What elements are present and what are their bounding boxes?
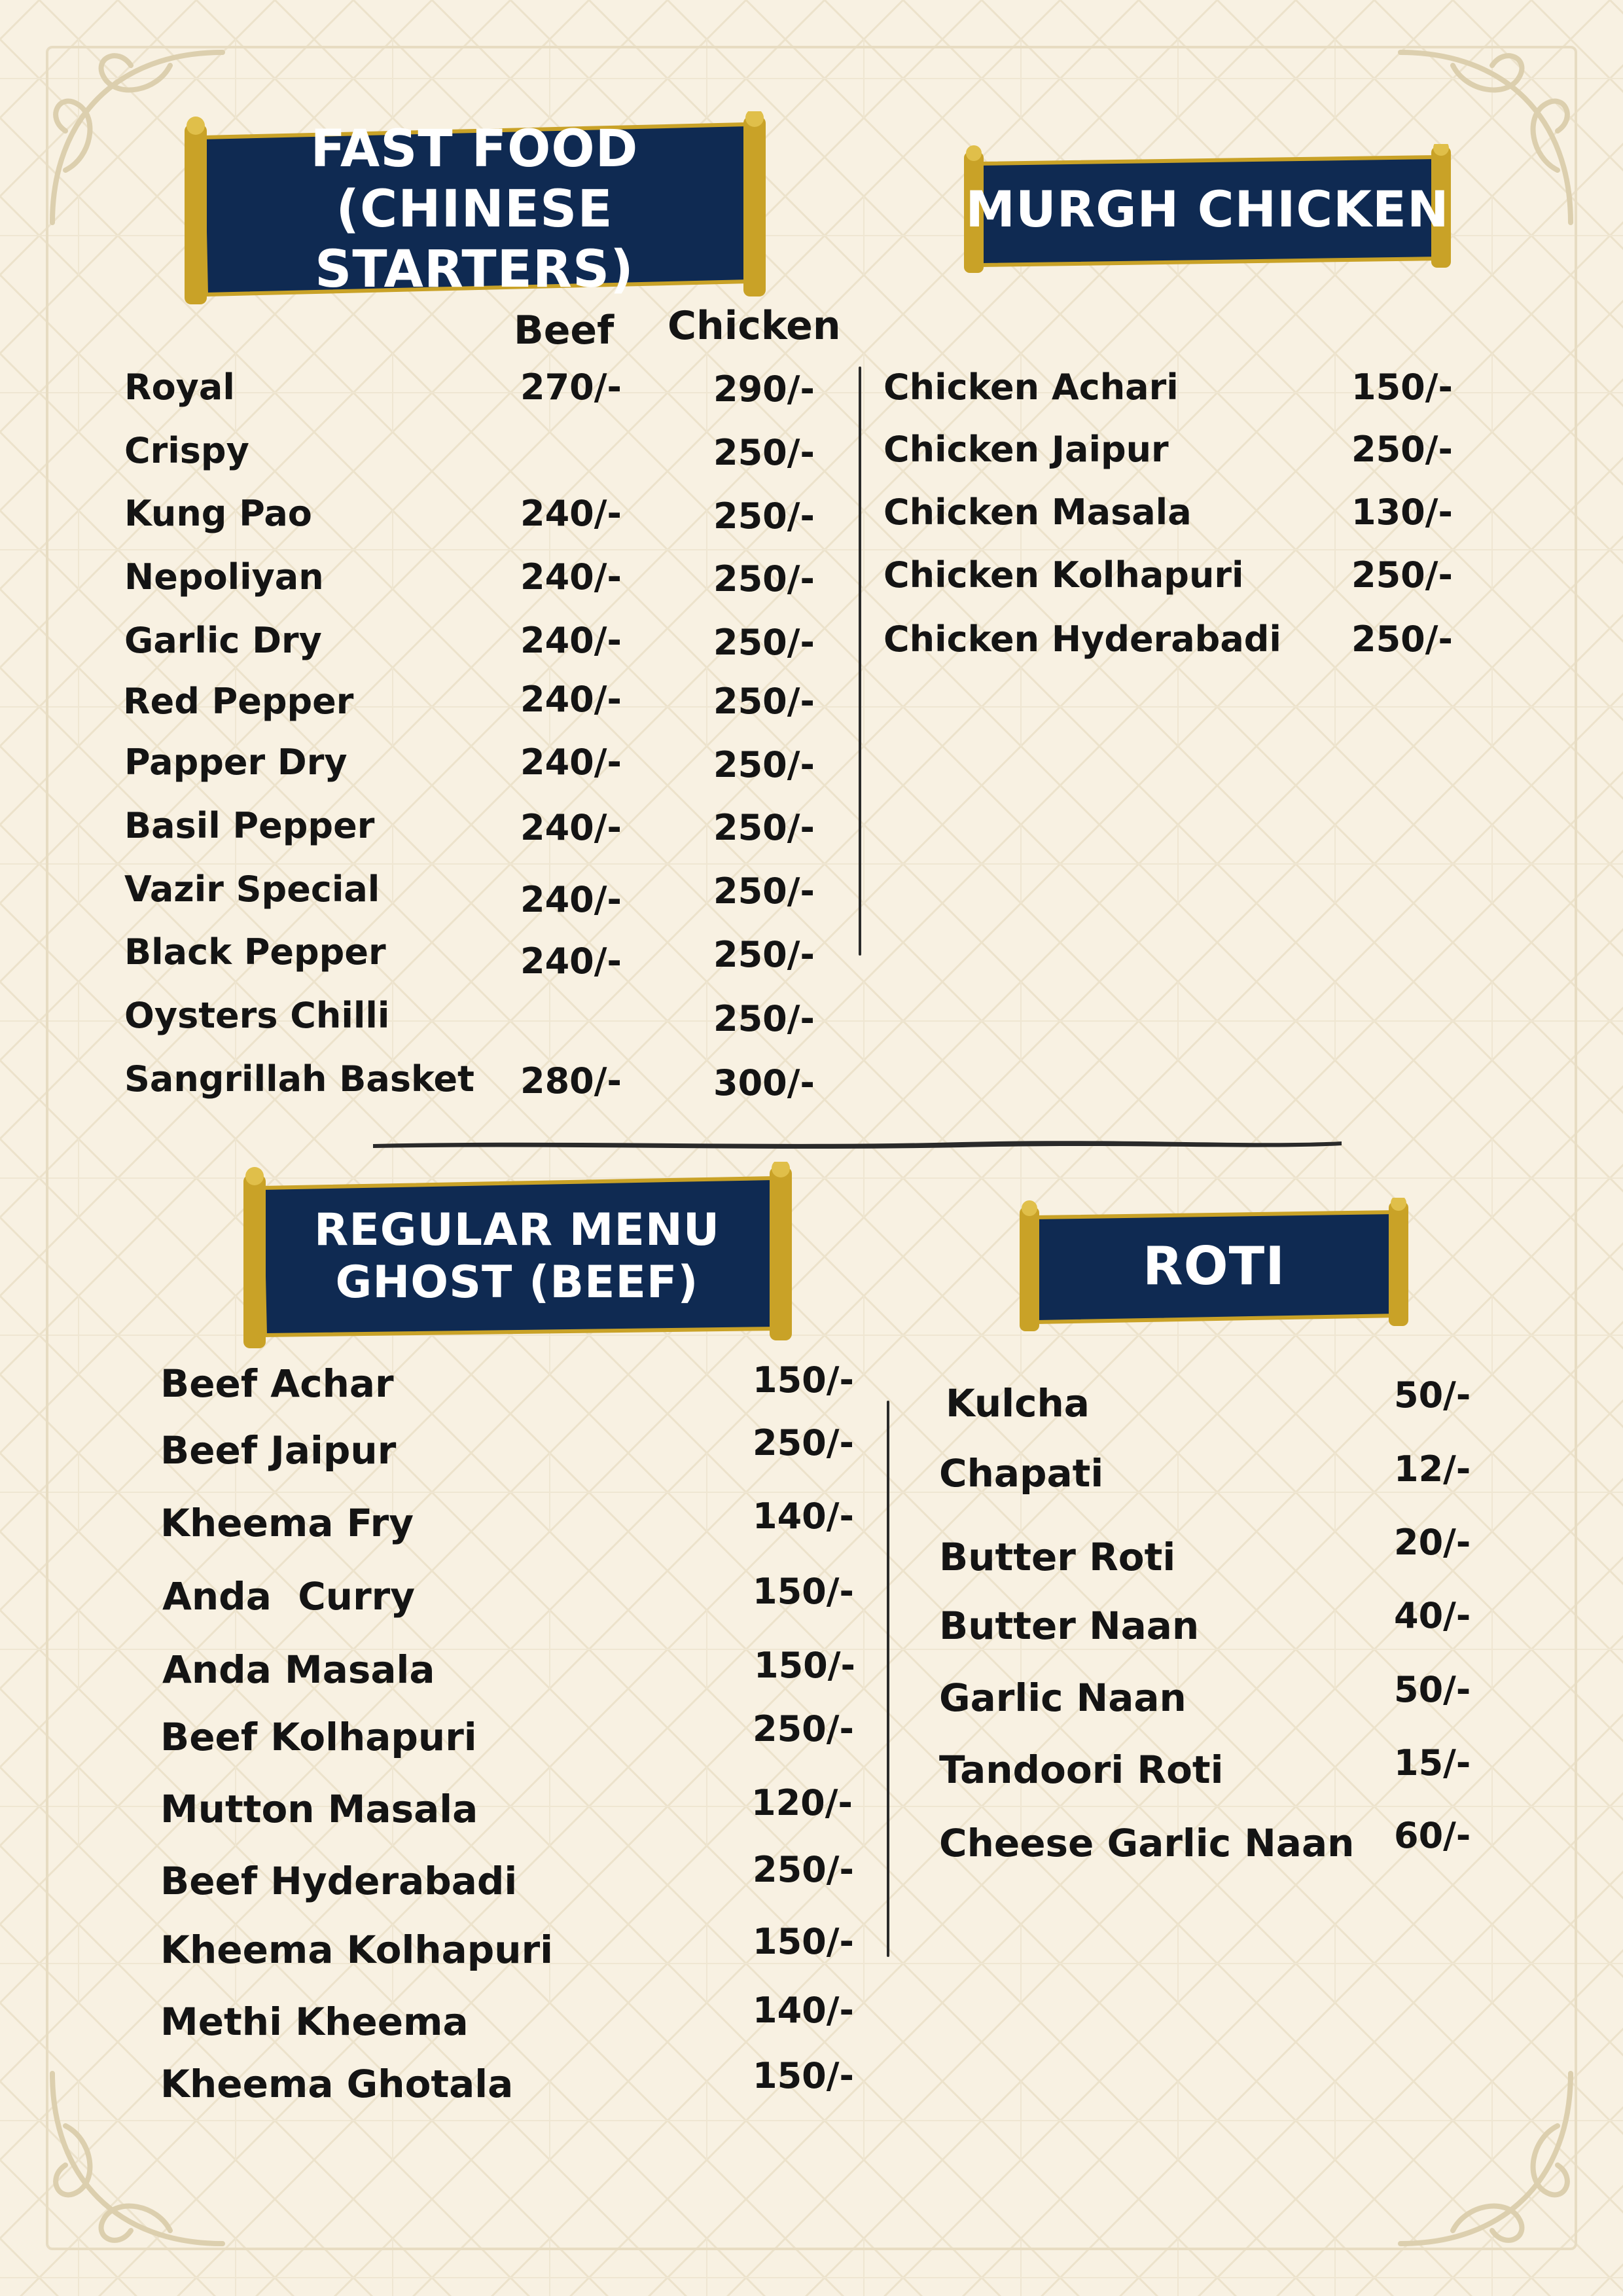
regular-item-price: 150/- bbox=[754, 1645, 855, 1686]
murgh-item-price: 250/- bbox=[1351, 619, 1453, 660]
murgh-item-name: Chicken Achari bbox=[883, 367, 1179, 408]
murgh-item-name: Chicken Jaipur bbox=[883, 429, 1169, 470]
chicken-column-header: Chicken bbox=[668, 303, 841, 349]
regular-item-price: 150/- bbox=[753, 1359, 854, 1401]
top-column-divider bbox=[859, 367, 861, 956]
roti-item-name: Kulcha bbox=[946, 1381, 1090, 1426]
fast-food-item-name: Royal bbox=[124, 367, 235, 408]
regular-item-name: Anda Curry bbox=[162, 1574, 416, 1619]
fast-food-beef-price: 240/- bbox=[520, 620, 622, 661]
murgh-item-name: Chicken Kolhapuri bbox=[883, 554, 1244, 596]
regular-item-name: Beef Jaipur bbox=[160, 1428, 397, 1473]
fast-food-beef-price: 280/- bbox=[520, 1060, 622, 1102]
fast-food-title-line2: (CHINESE STARTERS) bbox=[315, 179, 634, 300]
roti-item-name: Butter Roti bbox=[939, 1535, 1176, 1579]
murgh-item-price: 150/- bbox=[1351, 367, 1453, 408]
regular-item-price: 150/- bbox=[753, 2055, 854, 2096]
roti-item-price: 40/- bbox=[1394, 1595, 1471, 1636]
regular-item-price: 140/- bbox=[753, 1496, 854, 1537]
murgh-chicken-banner bbox=[959, 144, 1456, 275]
roti-item-name: Cheese Garlic Naan bbox=[939, 1821, 1355, 1865]
roti-item-price: 15/- bbox=[1394, 1742, 1471, 1784]
fast-food-chicken-price: 250/- bbox=[713, 681, 815, 722]
fast-food-beef-price: 240/- bbox=[520, 742, 622, 783]
murgh-item-price: 250/- bbox=[1351, 429, 1453, 470]
murgh-item-name: Chicken Masala bbox=[883, 492, 1192, 533]
murgh-item-name: Chicken Hyderabadi bbox=[883, 619, 1281, 660]
roti-banner bbox=[1014, 1198, 1414, 1335]
roti-item-name: Garlic Naan bbox=[939, 1676, 1186, 1720]
regular-item-name: Beef Achar bbox=[160, 1361, 394, 1406]
regular-item-price: 150/- bbox=[753, 1921, 854, 1962]
fast-food-chicken-price: 250/- bbox=[713, 432, 815, 473]
fast-food-chicken-price: 250/- bbox=[713, 622, 815, 663]
regular-item-name: Beef Hyderabadi bbox=[160, 1859, 518, 1903]
regular-menu-title-line2: GHOST (BEEF) bbox=[335, 1257, 699, 1308]
murgh-item-price: 130/- bbox=[1351, 492, 1453, 533]
fast-food-item-name: Papper Dry bbox=[124, 742, 348, 783]
regular-item-price: 250/- bbox=[753, 1849, 854, 1890]
regular-menu-banner bbox=[236, 1162, 798, 1352]
fast-food-chicken-price: 290/- bbox=[713, 368, 815, 410]
fast-food-item-name: Vazir Special bbox=[124, 869, 380, 910]
roti-item-price: 50/- bbox=[1394, 1374, 1471, 1416]
roti-item-name: Chapati bbox=[939, 1451, 1104, 1496]
fast-food-chicken-price: 250/- bbox=[713, 934, 815, 975]
fast-food-title-line1: FAST FOOD bbox=[310, 119, 639, 179]
fast-food-item-name: Basil Pepper bbox=[124, 805, 375, 846]
corner-ornament-bottom-right bbox=[1387, 2060, 1584, 2257]
fast-food-item-name: Garlic Dry bbox=[124, 620, 322, 661]
regular-item-name: Kheema Kolhapuri bbox=[160, 1928, 554, 1972]
roti-item-name: Butter Naan bbox=[939, 1604, 1200, 1648]
fast-food-beef-price: 240/- bbox=[520, 493, 622, 534]
fast-food-chicken-price: 300/- bbox=[713, 1062, 815, 1103]
fast-food-item-name: Crispy bbox=[124, 430, 249, 471]
fast-food-chicken-price: 250/- bbox=[713, 998, 815, 1039]
roti-item-name: Tandoori Roti bbox=[939, 1748, 1224, 1792]
roti-item-price: 12/- bbox=[1394, 1448, 1471, 1490]
roti-title: ROTI bbox=[1143, 1235, 1285, 1297]
regular-item-name: Beef Kolhapuri bbox=[160, 1715, 477, 1759]
roti-item-price: 50/- bbox=[1394, 1669, 1471, 1710]
regular-item-name: Anda Masala bbox=[162, 1647, 435, 1692]
fast-food-item-name: Sangrillah Basket bbox=[124, 1058, 474, 1100]
regular-item-name: Kheema Fry bbox=[160, 1501, 414, 1545]
beef-column-header: Beef bbox=[514, 308, 615, 353]
fast-food-chicken-price: 250/- bbox=[713, 807, 815, 848]
regular-item-price: 250/- bbox=[753, 1422, 854, 1463]
regular-item-name: Methi Kheema bbox=[160, 2000, 469, 2044]
bottom-column-divider bbox=[887, 1401, 889, 1957]
roti-item-price: 60/- bbox=[1394, 1815, 1471, 1856]
fast-food-beef-price: 240/- bbox=[520, 807, 622, 848]
fast-food-item-name: Nepoliyan bbox=[124, 556, 324, 598]
fast-food-item-name: Kung Pao bbox=[124, 493, 312, 534]
fast-food-item-name: Black Pepper bbox=[124, 931, 386, 973]
fast-food-banner bbox=[177, 111, 772, 308]
murgh-chicken-title: MURGH CHICKEN bbox=[965, 180, 1450, 239]
regular-item-name: Kheema Ghotala bbox=[160, 2062, 514, 2106]
regular-item-price: 150/- bbox=[753, 1571, 854, 1612]
horizontal-divider bbox=[373, 1136, 1342, 1153]
fast-food-beef-price: 270/- bbox=[520, 367, 622, 408]
fast-food-beef-price: 240/- bbox=[520, 556, 622, 598]
regular-item-name: Mutton Masala bbox=[160, 1787, 478, 1831]
fast-food-beef-price: 240/- bbox=[520, 679, 622, 720]
regular-menu-title-line1: REGULAR MENU bbox=[313, 1204, 721, 1256]
regular-item-price: 120/- bbox=[751, 1782, 853, 1823]
fast-food-beef-price: 240/- bbox=[520, 941, 622, 982]
fast-food-beef-price: 240/- bbox=[520, 879, 622, 920]
roti-item-price: 20/- bbox=[1394, 1522, 1471, 1563]
fast-food-chicken-price: 250/- bbox=[713, 870, 815, 912]
regular-item-price: 250/- bbox=[753, 1708, 854, 1749]
fast-food-chicken-price: 250/- bbox=[713, 744, 815, 785]
fast-food-item-name: Oysters Chilli bbox=[124, 995, 390, 1036]
fast-food-item-name: Red Pepper bbox=[123, 681, 354, 722]
fast-food-chicken-price: 250/- bbox=[713, 558, 815, 600]
regular-item-price: 140/- bbox=[753, 1990, 854, 2031]
murgh-item-price: 250/- bbox=[1351, 554, 1453, 596]
fast-food-chicken-price: 250/- bbox=[713, 495, 815, 537]
